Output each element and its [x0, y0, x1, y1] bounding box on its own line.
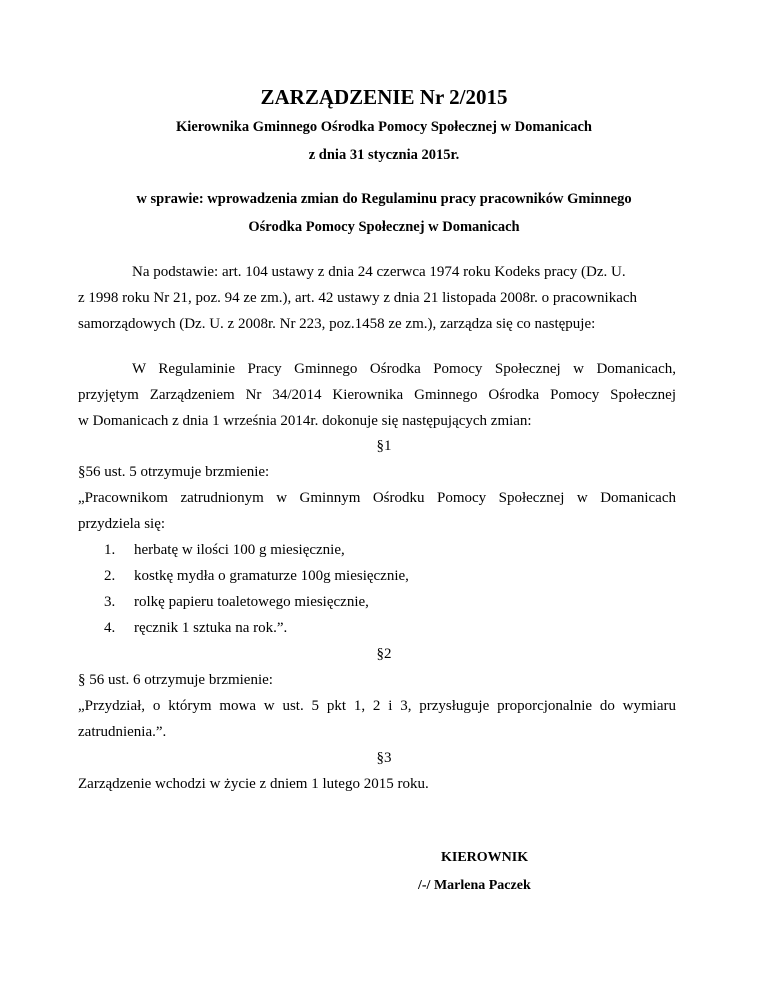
section-1-heading: §1 [376, 438, 392, 454]
list-item-text: rolkę papieru toaletowego miesięcznie, [134, 594, 369, 610]
legal-basis-line-3: samorządowych (Dz. U. z 2008r. Nr 223, poz.1458 ze zm.), zarządza się co następuje: [78, 316, 596, 332]
legal-basis-line-1: Na podstawie: art. 104 ustawy z dnia 24 czerwca 1974 roku Kodeks pracy (Dz. U. [132, 264, 626, 280]
issuer-line: Kierownika Gminnego Ośrodka Pomocy Społecznej w Domanicach [176, 119, 592, 135]
section-3-heading: §3 [376, 750, 392, 766]
section-1-quote-line-2: przydziela się: [78, 516, 166, 532]
section-1-quote-line-1: „Pracownikom zatrudnionym w Gminnym Ośrodku Pomocy Społecznej w Domanicach [78, 490, 676, 506]
list-item-text: ręcznik 1 sztuka na rok.”. [134, 620, 288, 636]
intro-line-2: przyjętym Zarządzeniem Nr 34/2014 Kierownika Gminnego Ośrodka Pomocy Społecznej [78, 387, 676, 403]
section-2-quote-line-2: zatrudnienia.”. [78, 724, 167, 740]
list-item-text: herbatę w ilości 100 g miesięcznie, [134, 542, 345, 558]
subject-line-1: w sprawie: wprowadzenia zmian do Regulaminu pracy pracowników Gminnego [136, 191, 632, 207]
list-item-number: 4. [104, 620, 116, 636]
intro-line-3: w Domanicach z dnia 1 września 2014r. dokonuje się następujących zmian: [78, 413, 532, 429]
section-1-lead: §56 ust. 5 otrzymuje brzmienie: [78, 464, 270, 480]
signature-role: KIEROWNIK [441, 850, 529, 865]
section-2-lead: § 56 ust. 6 otrzymuje brzmienie: [78, 672, 273, 688]
document-title: ZARZĄDZENIE Nr 2/2015 [260, 85, 508, 109]
intro-line-1: W Regulaminie Pracy Gminnego Ośrodka Pomocy Społecznej w Domanicach, [132, 361, 676, 377]
section-2-quote-line-1: „Przydział, o którym mowa w ust. 5 pkt 1, 2 i 3, przysługuje proporcjonalnie do wymiaru [78, 698, 676, 714]
section-2-heading: §2 [376, 646, 392, 662]
legal-basis-line-2: z 1998 roku Nr 21, poz. 94 ze zm.), art. 42 ustawy z dnia 21 listopada 2008r. o pracownikach [78, 290, 638, 306]
list-item-number: 1. [104, 542, 116, 558]
list-item-number: 3. [104, 594, 116, 610]
section-3-text: Zarządzenie wchodzi w życie z dniem 1 lutego 2015 roku. [78, 776, 429, 792]
signature-name: /-/ Marlena Paczek [418, 878, 531, 893]
list-item-number: 2. [104, 568, 116, 584]
date-line: z dnia 31 stycznia 2015r. [308, 147, 460, 163]
list-item-text: kostkę mydła o gramaturze 100g miesięcznie, [134, 568, 409, 584]
subject-line-2: Ośrodka Pomocy Społecznej w Domanicach [248, 219, 520, 235]
